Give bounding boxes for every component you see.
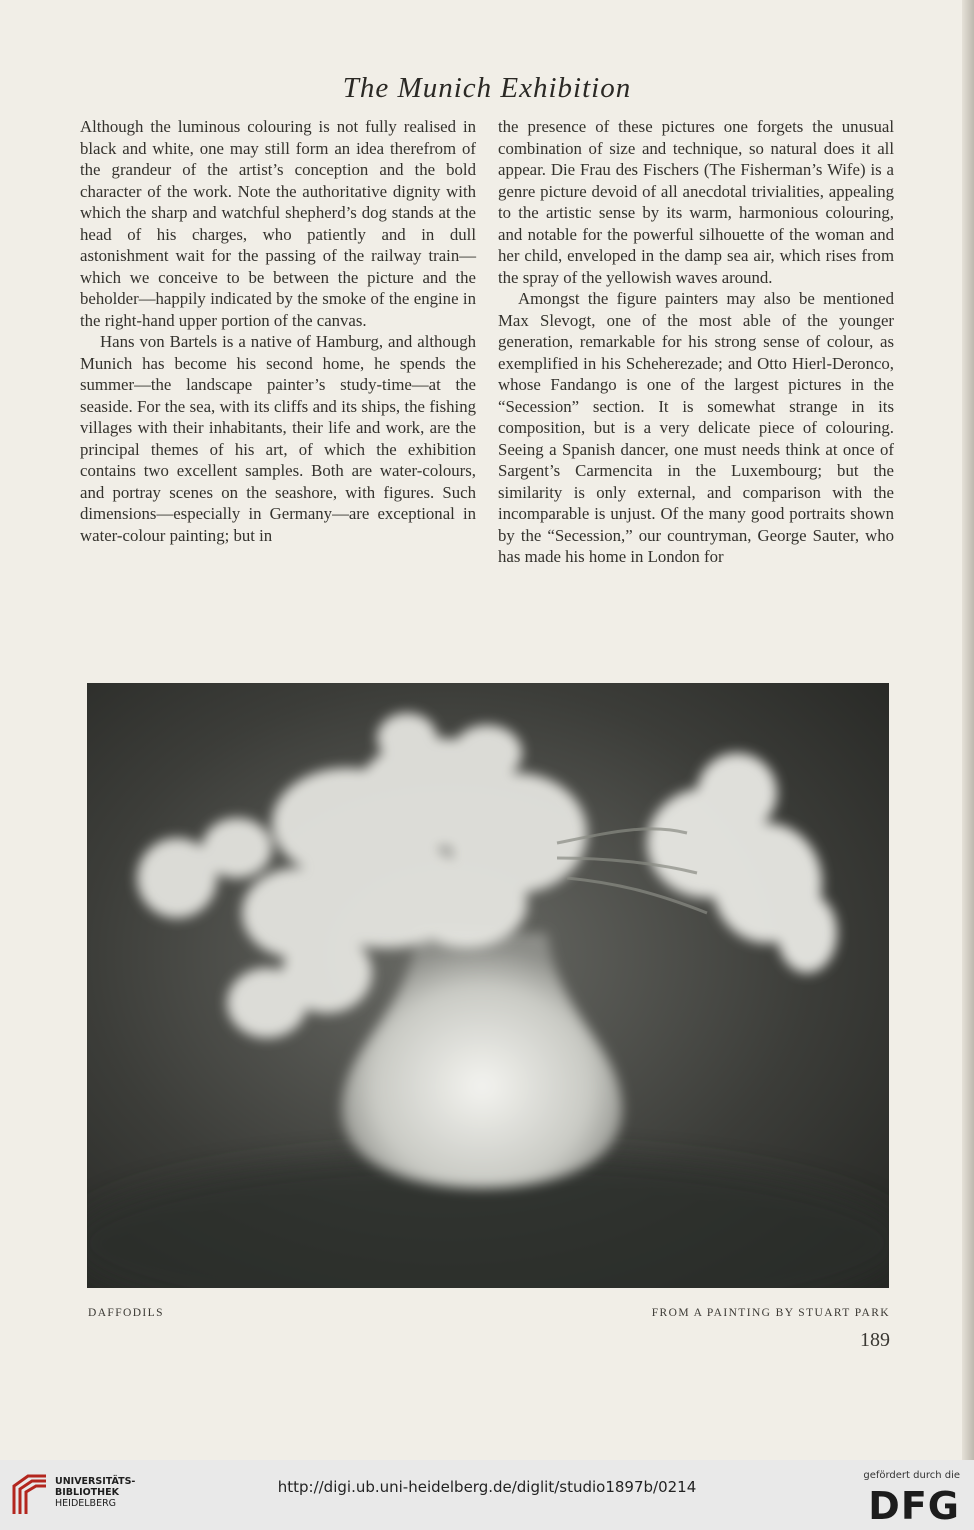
page-edge [962,0,974,1460]
right-paragraph-2: Amongst the figure painters may also be mentioned Max Slevogt, one of the most able of the younger generation, remarkable for his strong sense of colour, as exemplified in his Scheherezade; and Otto Hierl-Deronco, whose Fandango is one of the largest pictures in the “Secession” section. It is somewhat strange in its composition, but is a very delicate piece of colouring. Seeing a Spanish dancer, one must needs think at once of Sargent’s Carmencita in the Luxembourg; but the similarity is only external, and comparison with the incomparable is unjust. Of the many good portraits shown by the “Secession,” our countryman, George Sauter, who has made his home in London for [498,289,894,566]
left-column [80,116,476,546]
library-line-2: BIBLIOTHEK [55,1487,119,1498]
caption-title: DAFFODILS [88,1307,164,1319]
left-paragraph-2: Hans von Bartels is a native of Hamburg, and although Munich has become his second home, he spends the summer—the landscape painter’s study-time—at the seaside. For the sea, with its cliffs and its ships, the fishing villages with their inhabitants, their life and work, are the principal themes of his art, of which the exhibition contains two excellent samples. Both are water-colours, and portray scenes on the seashore, with figures. Such dimensions—especially in Germany—are exceptional in water-colour painting; but in [80,332,476,545]
left-paragraph-1: Although the luminous colouring is not fully realised in black and white, one may still form an idea therefrom of the grandeur of the artist’s conception and the bold character of the work. Note the authoritative dignity with which the sharp and watchful shepherd’s dog stands at the head of his charges, who patiently and in dull astonishment wait for the passing of the railway train—which we conceive to be between the picture and the beholder—happily indicated by the smoke of the engine in the right-hand upper portion of the canvas. [80,117,476,330]
right-column [498,116,894,568]
funding-note: gefördert durch die [863,1470,960,1481]
library-line-1: UNIVERSITÄTS- [55,1476,136,1487]
page-number: 189 [860,1329,890,1351]
permalink-url[interactable]: http://digi.ub.uni-heidelberg.de/diglit/studio1897b/0214 [277,1478,697,1496]
right-paragraph-1: the presence of these pictures one forgets the unusual combination of size and technique, so natural does it all appear. Die Frau des Fischers (The Fisherman’s Wife) is a genre picture devoid of all anecdotal trivialities, appealing to the artistic sense by its warm, harmonious colouring, and notable for the powerful silhouette of the woman and her child, enveloped in the damp sea air, which rises from the spray of the yellowish waves around. [498,117,894,287]
library-line-3: HEIDELBERG [55,1498,117,1509]
daffodils-painting [87,683,889,1288]
running-head: The Munich Exhibition [342,72,632,104]
dfg-logo[interactable]: DFG [868,1484,960,1528]
caption-credit: FROM A PAINTING BY STUART PARK [651,1307,890,1319]
